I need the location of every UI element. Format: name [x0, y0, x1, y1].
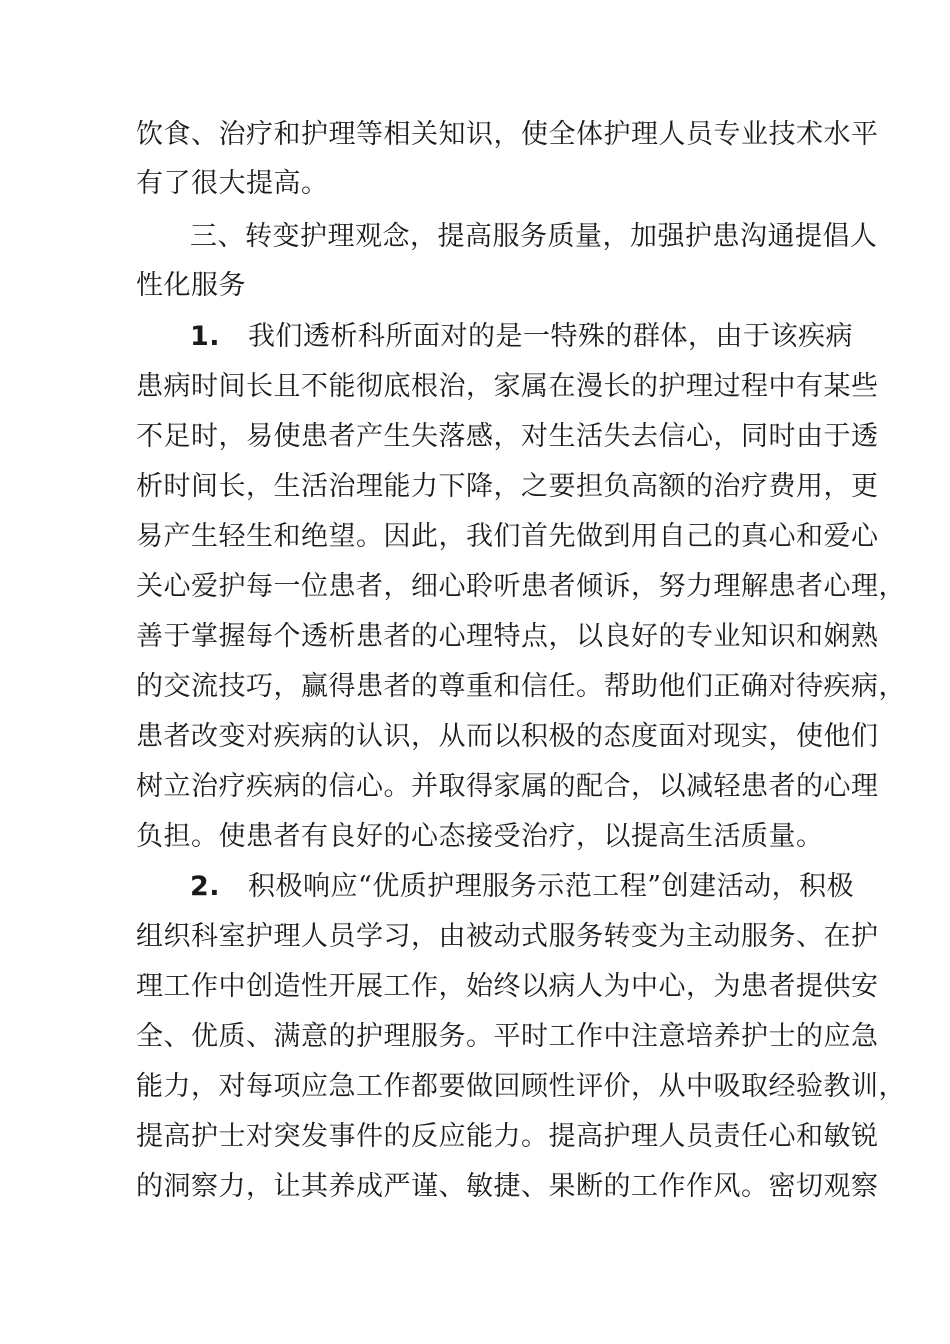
text-line: 的洞察力，让其养成严谨、敏捷、果断的工作作风。密切观察 — [136, 1171, 879, 1202]
text-line: 有了很大提高。 — [136, 168, 329, 199]
text-line: 善于掌握每个透析患者的心理特点，以良好的专业知识和娴熟 — [136, 621, 879, 652]
text-line: 患者改变对疾病的认识，从而以积极的态度面对现实，使他们 — [136, 721, 879, 752]
item-number: 1. — [190, 321, 221, 352]
text-line: 树立治疗疾病的信心。并取得家属的配合，以减轻患者的心理 — [136, 771, 879, 802]
item-number: 2. — [190, 871, 221, 902]
text-line: 患病时间长且不能彻底根治，家属在漫长的护理过程中有某些 — [136, 371, 879, 402]
text-line: 提高护士对突发事件的反应能力。提高护理人员责任心和敏锐 — [136, 1121, 879, 1152]
text-line: 负担。使患者有良好的心态接受治疗，以提高生活质量。 — [136, 821, 824, 852]
text-line: 理工作中创造性开展工作，始终以病人为中心，为患者提供安 — [136, 971, 879, 1002]
text-line: 不足时，易使患者产生失落感，对生活失去信心，同时由于透 — [136, 421, 879, 452]
text-line: 析时间长，生活治理能力下降，之要担负高额的治疗费用，更 — [136, 471, 879, 502]
text-line: 的交流技巧，赢得患者的尊重和信任。帮助他们正确对待疾病， — [136, 671, 906, 702]
text-line: 组织科室护理人员学习，由被动式服务转变为主动服务、在护 — [136, 921, 879, 952]
list-item-1-first-line — [190, 319, 890, 355]
text-line: 关心爱护每一位患者，细心聆听患者倾诉，努力理解患者心理， — [136, 571, 906, 602]
text-line: 全、优质、满意的护理服务。平时工作中注意培养护士的应急 — [136, 1021, 879, 1052]
text-line: 饮食、治疗和护理等相关知识，使全体护理人员专业技术水平 — [136, 119, 879, 150]
list-item-2-first-line — [190, 869, 890, 905]
section-heading: 三、转变护理观念，提高服务质量，加强护患沟通提倡人 — [190, 221, 878, 252]
text-line: 易产生轻生和绝望。因此，我们首先做到用自己的真心和爱心 — [136, 521, 879, 552]
text-line: 我们透析科所面对的是一特殊的群体，由于该疾病 — [248, 321, 853, 352]
text-line: 能力，对每项应急工作都要做回顾性评价，从中吸取经验教训， — [136, 1071, 906, 1102]
section-heading-cont: 性化服务 — [136, 270, 246, 301]
text-line: 积极响应“优质护理服务示范工程”创建活动，积极 — [248, 871, 855, 902]
